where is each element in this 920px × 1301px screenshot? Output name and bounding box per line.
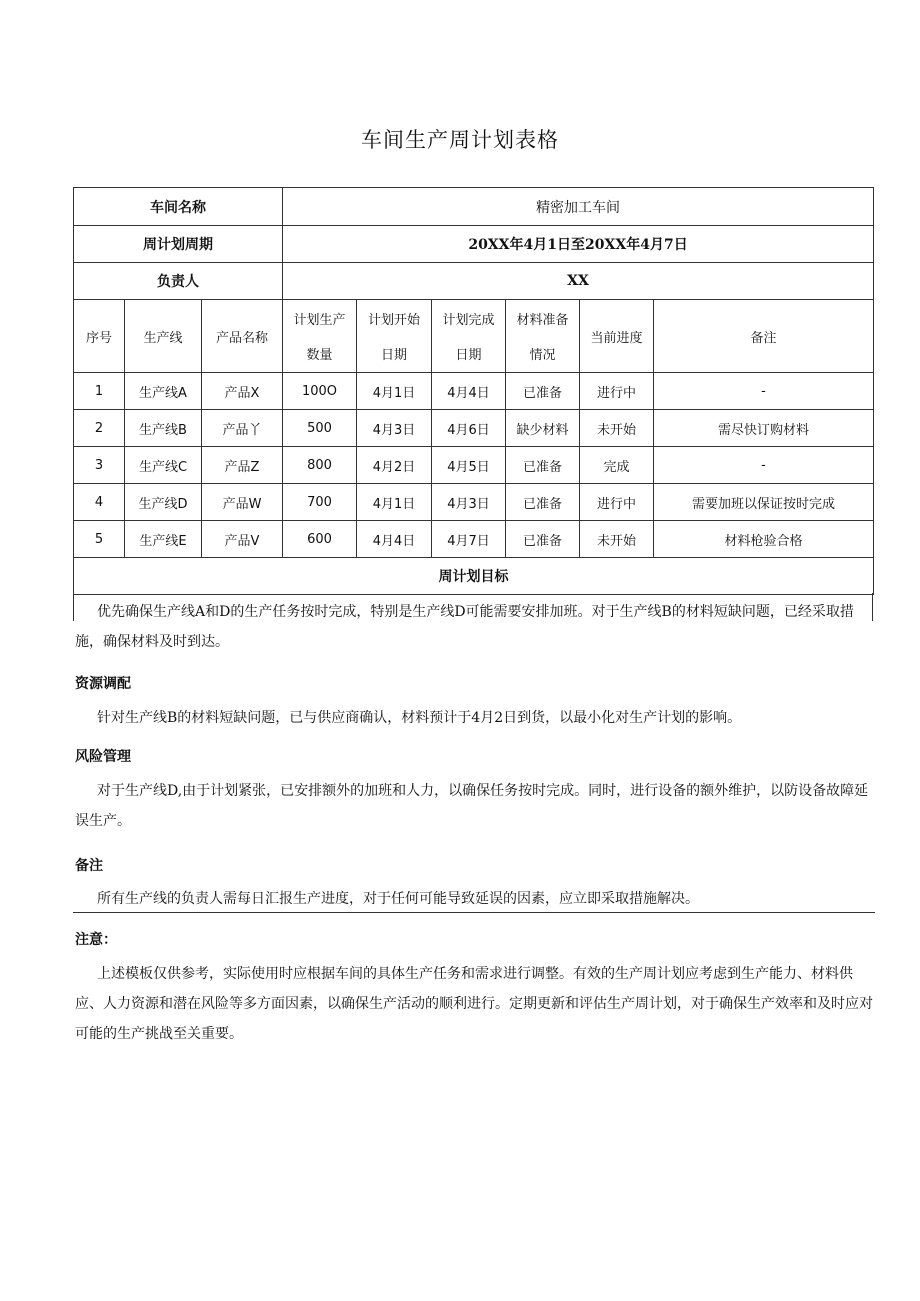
cell-seq: 3 xyxy=(74,447,125,484)
cell-end: 4月6日 xyxy=(432,410,506,447)
table-row xyxy=(74,447,874,484)
cell-product: 产品V xyxy=(202,521,283,558)
cell-start: 4月2日 xyxy=(357,447,432,484)
cell-start: 4月4日 xyxy=(357,521,432,558)
goal-text: 优先确保生产线A和D的生产任务按时完成，特别是生产线D可能需要安排加班。对于生产线B的材料短缺问题，已经采取措施，确保材料及时到达。 xyxy=(75,604,854,650)
goal-label: 周计划目标 xyxy=(74,558,874,595)
cell-qty: 700 xyxy=(283,484,357,521)
cell-material: 已准备 xyxy=(506,447,580,484)
header-start xyxy=(357,300,432,373)
owner-value: XX xyxy=(283,263,874,300)
cell-remark: 需尽快订购材料 xyxy=(654,410,874,447)
cell-material: 已准备 xyxy=(506,521,580,558)
header-end-line2: 日期 xyxy=(455,348,482,363)
cell-seq: 2 xyxy=(74,410,125,447)
divider xyxy=(73,912,875,913)
cell-progress: 完成 xyxy=(580,447,654,484)
cell-remark: - xyxy=(654,373,874,410)
cell-end: 4月3日 xyxy=(432,484,506,521)
cell-material: 已准备 xyxy=(506,484,580,521)
cell-start: 4月1日 xyxy=(357,373,432,410)
table-row xyxy=(74,410,874,447)
table-header-row xyxy=(74,300,874,373)
remarks-text: 所有生产线的负责人需每日汇报生产进度，对于任何可能导致延误的因素，应立即采取措施解决。 xyxy=(97,891,699,907)
cell-end: 4月7日 xyxy=(432,521,506,558)
header-end-line1: 计划完成 xyxy=(442,313,495,328)
cell-remark: 材料枪验合格 xyxy=(654,521,874,558)
cell-material: 已准备 xyxy=(506,373,580,410)
cell-product: 产品Z xyxy=(202,447,283,484)
goal-header-row xyxy=(74,558,874,595)
header-qty-line1: 计划生产 xyxy=(293,313,346,328)
cell-progress: 进行中 xyxy=(580,484,654,521)
cell-product: 产品X xyxy=(202,373,283,410)
cell-start: 4月3日 xyxy=(357,410,432,447)
cell-seq: 4 xyxy=(74,484,125,521)
note-text: 上述模板仅供参考，实际使用时应根据车间的具体生产任务和需求进行调整。有效的生产周计划应考虑到生产能力、材料供应、人力资源和潜在风险等多方面因素，以确保生产活动的顺利进行。定期更新和评估生产周计划，对于确保生产效率和及时应对可能的生产挑战至关重要。 xyxy=(75,966,873,1042)
cell-product: 产品W xyxy=(202,484,283,521)
cell-line: 生产线C xyxy=(125,447,202,484)
cell-progress: 未开始 xyxy=(580,410,654,447)
header-start-line2: 日期 xyxy=(380,348,407,363)
resources-label: 资源调配 xyxy=(75,676,131,692)
header-qty xyxy=(283,300,357,373)
header-seq: 序号 xyxy=(74,300,125,373)
header-remark: 备注 xyxy=(654,300,874,373)
cell-seq: 5 xyxy=(74,521,125,558)
note-label: 注意： xyxy=(75,932,117,948)
table-row xyxy=(74,373,874,410)
cell-qty: 500 xyxy=(283,410,357,447)
owner-row xyxy=(74,263,874,300)
cell-remark: - xyxy=(654,447,874,484)
header-material xyxy=(506,300,580,373)
cell-product: 产品丫 xyxy=(202,410,283,447)
cell-line: 生产线E xyxy=(125,521,202,558)
cell-qty: 100O xyxy=(283,373,357,410)
plan-table xyxy=(73,187,874,595)
risk-label: 风险管理 xyxy=(75,749,131,765)
cell-line: 生产线D xyxy=(125,484,202,521)
period-value: 20XX年4月1日至20XX年4月7日 xyxy=(283,226,874,263)
cell-material: 缺少材料 xyxy=(506,410,580,447)
header-end xyxy=(432,300,506,373)
risk-text: 对于生产线D,由于计划紧张，已安排额外的加班和人力，以确保任务按时完成。同时，进行设备的额外维护，以防设备故障延误生产。 xyxy=(75,783,869,829)
remarks-label: 备注 xyxy=(75,858,103,874)
owner-label: 负责人 xyxy=(74,263,283,300)
cell-end: 4月5日 xyxy=(432,447,506,484)
workshop-label: 车间名称 xyxy=(74,188,283,226)
workshop-value: 精密加工车间 xyxy=(283,188,874,226)
header-progress: 当前进度 xyxy=(580,300,654,373)
period-row xyxy=(74,226,874,263)
workshop-row xyxy=(74,188,874,226)
cell-progress: 进行中 xyxy=(580,373,654,410)
header-product: 产品名称 xyxy=(202,300,283,373)
cell-qty: 600 xyxy=(283,521,357,558)
header-material-line2: 情况 xyxy=(529,348,556,363)
cell-line: 生产线A xyxy=(125,373,202,410)
table-row xyxy=(74,484,874,521)
table-row xyxy=(74,521,874,558)
page-title: 车间生产周计划表格 xyxy=(361,128,559,152)
cell-qty: 800 xyxy=(283,447,357,484)
cell-seq: 1 xyxy=(74,373,125,410)
cell-end: 4月4日 xyxy=(432,373,506,410)
header-start-line1: 计划开始 xyxy=(367,313,420,328)
header-line: 生产线 xyxy=(125,300,202,373)
cell-start: 4月1日 xyxy=(357,484,432,521)
header-qty-line2: 数量 xyxy=(306,348,333,363)
cell-progress: 未开始 xyxy=(580,521,654,558)
period-label: 周计划周期 xyxy=(74,226,283,263)
cell-line: 生产线B xyxy=(125,410,202,447)
cell-remark: 需要加班以保证按时完成 xyxy=(654,484,874,521)
resources-text: 针对生产线B的材料短缺问题，已与供应商确认，材料预计于4月2日到货，以最小化对生产计划的影响。 xyxy=(97,710,742,726)
header-material-line1: 材料准备 xyxy=(516,313,569,328)
